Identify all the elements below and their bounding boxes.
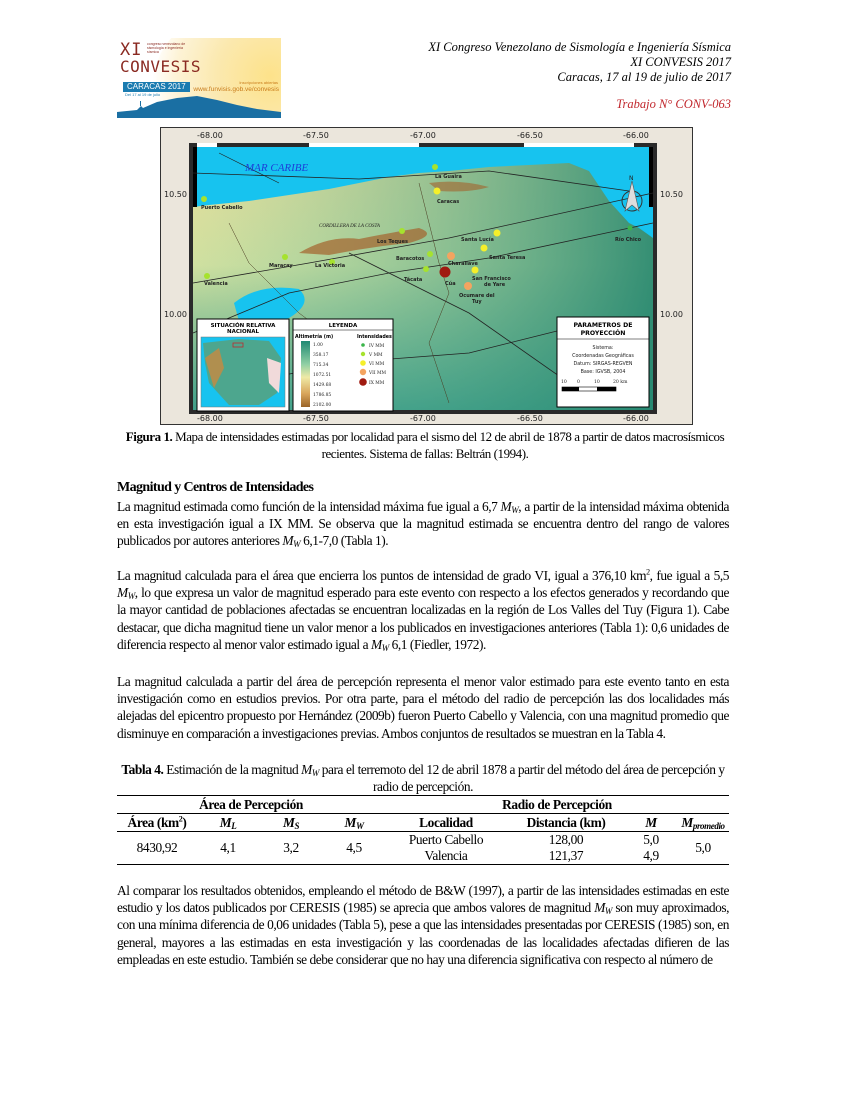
sea-label: MAR CARIBE <box>245 162 309 174</box>
col-ms: $M_S$ <box>282 815 300 831</box>
svg-text:358.17: 358.17 <box>313 353 329 358</box>
terrain-map <box>189 143 657 414</box>
svg-text:Valencia: Valencia <box>204 281 228 287</box>
svg-text:Puerto Cabello: Puerto Cabello <box>201 205 243 211</box>
col-ml: $M_L$ <box>219 815 237 831</box>
cell-distancia: 128,00 <box>548 832 584 847</box>
svg-text:Caracas: Caracas <box>437 199 460 205</box>
tick-bottom-4: -66.00 <box>623 414 649 423</box>
logo-subtitle: congreso venezolano de sismología e ingeniería sísmica <box>147 42 186 54</box>
svg-text:PROYECCIÓN: PROYECCIÓN <box>580 330 626 337</box>
projection-parameters-box <box>557 317 649 407</box>
col-m: M <box>645 815 657 830</box>
figure-1-caption <box>110 428 740 462</box>
section-heading: Magnitud y Centros de Intensidades <box>117 480 314 495</box>
svg-text:1429.68: 1429.68 <box>313 383 332 388</box>
svg-text:LEYENDA: LEYENDA <box>328 323 358 329</box>
convesis-logo <box>117 38 281 118</box>
svg-text:PARAMETROS DE: PARAMETROS DE <box>573 322 633 329</box>
tick-left-1: 10.00 <box>164 310 187 319</box>
svg-text:de Yare: de Yare <box>484 282 506 288</box>
cell-distancia: 121,37 <box>548 848 584 863</box>
svg-text:Coordenadas Geográficas: Coordenadas Geográficas <box>572 354 634 359</box>
svg-text:20 km: 20 km <box>613 380 628 385</box>
tick-bottom-2: -67.00 <box>410 414 436 423</box>
cell-ms: 3,2 <box>259 832 323 865</box>
cell-m: 4,9 <box>643 848 659 863</box>
paragraph-2: La magnitud calculada para el área que encierra los puntos de intensidad de grado VI, igual a 376,10 $km^2$, fue igual a 5,5 $M_W$, lo que expresa un valor de magnitud esperado para este evento con respecto a los efectos generados y recordando que la mayor cantidad de poblaciones afectadas se encuentran localizadas en la región de Los Valles del Tuy (Figura 1). Cabe destacar, que dicha magnitud tiene un valor menor a los publicados en investigaciones anteriores (Tabla 1): 0,6 unidades de diferencia respecto al menor valor estimado igual a $M_W$ 6,1 (Fiedler, 1972). <box>117 567 729 653</box>
svg-text:IX MM: IX MM <box>369 381 385 386</box>
svg-text:Los Teques: Los Teques <box>377 239 408 245</box>
logo-city-badge: CARACAS 2017 <box>123 82 190 92</box>
cell-localidad: Valencia <box>424 848 468 863</box>
group-header-radio: Radio de Percepción <box>385 796 729 814</box>
svg-text:Altimetría (m): Altimetría (m) <box>295 335 334 340</box>
cell-mpromedio: 5,0 <box>677 832 729 865</box>
conference-title: XI Congreso Venezolano de Sismología e Ingeniería Sísmica <box>428 40 731 54</box>
svg-text:1786.85: 1786.85 <box>313 393 332 398</box>
cell-area: 8430,92 <box>117 832 197 865</box>
svg-text:Sistema:: Sistema: <box>592 346 614 351</box>
svg-text:0: 0 <box>577 380 580 385</box>
col-distancia: Distancia (km) <box>526 815 606 830</box>
conference-location-date: Caracas, 17 al 19 de julio de 2017 <box>557 70 731 84</box>
table-row <box>117 832 729 849</box>
col-mw: $M_W$ <box>344 815 364 831</box>
paper-id: Trabajo N° CONV-063 <box>616 97 731 111</box>
svg-text:CORDILLERA DE LA COSTA: CORDILLERA DE LA COSTA <box>319 224 380 229</box>
svg-text:10: 10 <box>561 380 567 385</box>
tick-left-0: 10.50 <box>164 190 187 199</box>
svg-text:Río Chico: Río Chico <box>615 237 642 243</box>
paragraph-1: La magnitud estimada como función de la intensidad máxima fue igual a 6,7 $M_W$, a partir de la intensidad máxima obtenida en esta investigación igual a IX MM. Se observa que la magnitud estimada se encuentra dentro del rango de valores publicados por autores anteriores $M_W$ 6,1-7,0 (Tabla 1). <box>117 499 729 550</box>
tick-top-0: -68.00 <box>197 131 223 140</box>
tick-bottom-1: -67.50 <box>303 414 329 423</box>
conference-short-title: XI CONVESIS 2017 <box>630 55 731 69</box>
col-localidad: Localidad <box>419 815 473 830</box>
svg-text:V MM: V MM <box>369 353 383 358</box>
svg-text:715.34: 715.34 <box>313 363 329 368</box>
mountain-silhouette-icon <box>117 92 281 118</box>
col-area: Área $(km^2)$ <box>127 814 187 830</box>
svg-text:La Guaira: La Guaira <box>435 174 462 180</box>
logo-xi: XI <box>120 40 143 60</box>
svg-text:San Francisco: San Francisco <box>472 276 511 282</box>
logo-convesis: CONVESIS <box>120 57 202 76</box>
group-header-area: Área de Percepción <box>117 796 385 814</box>
logo-url: www.funvisis.gob.ve/convesis <box>193 86 279 93</box>
tick-top-3: -66.50 <box>517 131 543 140</box>
svg-text:1072.51: 1072.51 <box>313 373 332 378</box>
svg-text:IV MM: IV MM <box>369 344 385 349</box>
table-4 <box>117 795 729 865</box>
svg-text:Charallave: Charallave <box>448 261 478 267</box>
figure-caption-text: Mapa de intensidades estimadas por localidad para el sismo del 12 de abril de 1878 a partir de datos macrosísmicos recientes. Sistema de fallas: Beltrán (1994). <box>175 429 725 461</box>
svg-text:Maracay: Maracay <box>269 263 293 269</box>
table-label: Tabla 4. <box>121 762 164 777</box>
tick-bottom-0: -68.00 <box>197 414 223 423</box>
cell-localidad: Puerto Cabello <box>408 832 484 847</box>
svg-text:VII MM: VII MM <box>369 371 387 376</box>
svg-text:NACIONAL: NACIONAL <box>227 329 259 335</box>
figure-label: Figura 1. <box>125 429 173 444</box>
cell-ml: 4,1 <box>197 832 259 865</box>
table-4-caption: Tabla 4. Estimación de la magnitud $M_W$ para el terremoto del 12 de abril 1878 a partir del método del área de percepción y radio de percepción. <box>121 762 725 794</box>
svg-text:SITUACIÓN RELATIVA: SITUACIÓN RELATIVA <box>210 323 276 329</box>
svg-text:2102.00: 2102.00 <box>313 403 332 408</box>
svg-text:Tácata: Tácata <box>404 277 423 283</box>
cell-mw: 4,5 <box>323 832 385 865</box>
svg-text:Datum: SIRGAS-REGVEN: Datum: SIRGAS-REGVEN <box>573 362 633 367</box>
col-mpromedio: $M_{promedio}$ <box>681 815 725 831</box>
paragraph-3: La magnitud calculada a partir del área de percepción representa el menor valor estimado para este evento tanto en esta investigación como en estudios previos. Por otra parte, para el método del radio de percepción las dos localidades más alejadas del epicentro propuesto por Hernández (2009b) fueron Puerto Cabello y Valencia, con una magnitud promedio que disminuye en comparación a investigaciones previas. Ambos conjuntos de resultados se muestran en la Tabla 4. <box>117 674 729 741</box>
svg-text:Base: IGVSB, 2004: Base: IGVSB, 2004 <box>580 370 626 375</box>
tick-right-0: 10.50 <box>660 190 683 199</box>
legend-box <box>293 319 393 411</box>
svg-text:N: N <box>629 175 634 182</box>
tick-bottom-3: -66.50 <box>517 414 543 423</box>
svg-text:VI MM: VI MM <box>369 362 385 367</box>
paragraph-4: Al comparar los resultados obtenidos, empleando el método de B&W (1997), a partir de las intensidades estimadas en este estudio y los datos publicados por CERESIS (1985) se aprecia que ambos valores de magnitud $M_W$ son muy aproximados, con una mínima diferencia de 0,06 unidades (Tabla 5), pese a que las intensidades presentadas por CERESIS (1985) son, en general, mayores a las estimadas en esta investigación y las coordenadas de las localidades afectadas difieren de las empleadas en este estudio. También se debe considerar que no hay una diferencia significativa con respecto al número de <box>117 883 729 967</box>
svg-text:La Victoria: La Victoria <box>315 263 346 269</box>
svg-text:1.00: 1.00 <box>313 343 323 348</box>
logo-dates: Del 17 al 19 de julio <box>125 92 161 97</box>
svg-text:Ocumare del: Ocumare del <box>459 293 495 299</box>
logo-inscriptions: Inscripciones abiertas <box>239 80 278 85</box>
tick-top-1: -67.50 <box>303 131 329 140</box>
tick-right-1: 10.00 <box>660 310 683 319</box>
inset-situacion-nacional <box>197 319 289 411</box>
svg-text:Baracotos: Baracotos <box>396 256 425 262</box>
svg-text:10: 10 <box>594 380 600 385</box>
tick-top-2: -67.00 <box>410 131 436 140</box>
svg-text:Santa Teresa: Santa Teresa <box>489 255 526 261</box>
svg-text:Intensidades: Intensidades <box>357 335 392 340</box>
tick-top-4: -66.00 <box>623 131 649 140</box>
svg-text:Cúa: Cúa <box>445 281 456 287</box>
cell-m: 5,0 <box>643 832 659 847</box>
svg-text:Santa Lucía: Santa Lucía <box>461 237 494 243</box>
svg-text:Tuy: Tuy <box>472 299 482 305</box>
